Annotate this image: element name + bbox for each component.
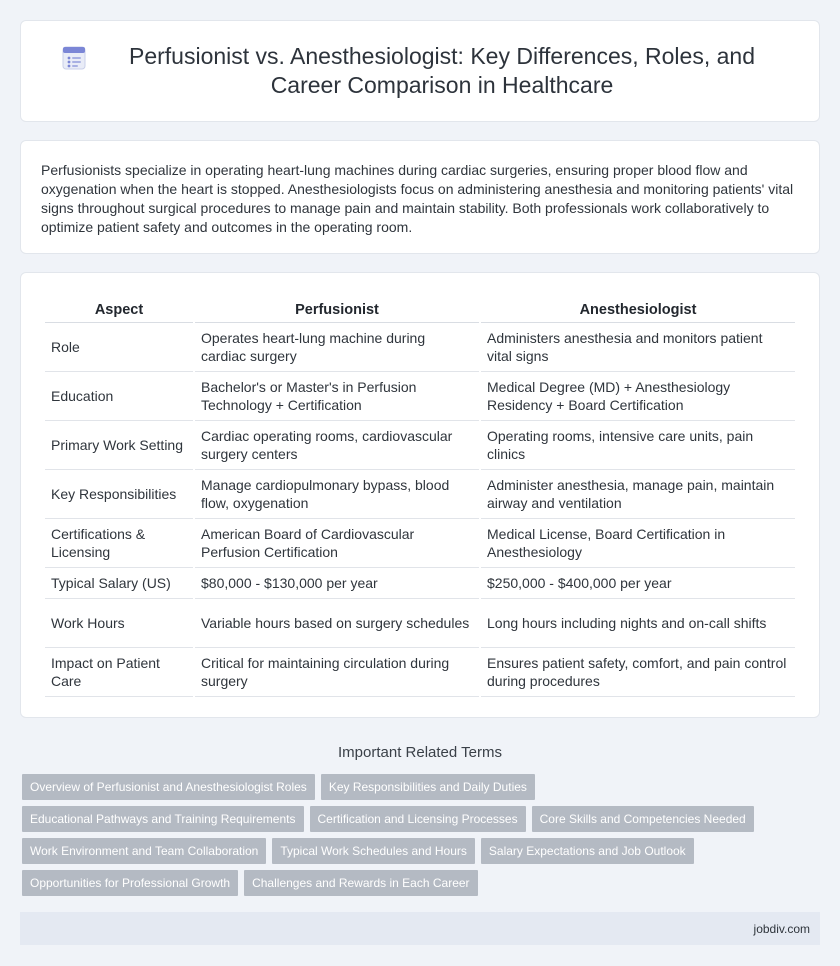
row-perfusionist: Cardiac operating rooms, cardiovascular surgery centers: [195, 421, 479, 470]
row-anesthesiologist: Ensures patient safety, comfort, and pain control during procedures: [481, 648, 795, 697]
row-anesthesiologist: Operating rooms, intensive care units, pain clinics: [481, 421, 795, 470]
column-header-aspect: Aspect: [45, 289, 193, 323]
row-aspect: Work Hours: [45, 599, 193, 648]
document-list-icon: [61, 45, 87, 71]
row-anesthesiologist: Medical License, Board Certification in Anesthesiology: [481, 519, 795, 568]
row-aspect: Impact on Patient Care: [45, 648, 193, 697]
table-row: [45, 323, 795, 372]
table-row: [45, 599, 795, 648]
row-anesthesiologist: Administers anesthesia and monitors patient vital signs: [481, 323, 795, 372]
row-perfusionist: Manage cardiopulmonary bypass, blood flow, oxygenation: [195, 470, 479, 519]
row-perfusionist: Variable hours based on surgery schedules: [195, 599, 479, 648]
table-row: [45, 519, 795, 568]
row-aspect: Certifications & Licensing: [45, 519, 193, 568]
comparison-table: [43, 289, 797, 697]
row-anesthesiologist: Medical Degree (MD) + Anesthesiology Residency + Board Certification: [481, 372, 795, 421]
title-wrap: [61, 42, 779, 100]
table-header-row: [45, 289, 795, 323]
row-perfusionist: American Board of Cardiovascular Perfusion Certification: [195, 519, 479, 568]
related-term-tag[interactable]: Opportunities for Professional Growth: [22, 870, 238, 896]
row-aspect: Education: [45, 372, 193, 421]
table-row: [45, 372, 795, 421]
row-perfusionist: $80,000 - $130,000 per year: [195, 568, 479, 599]
header-card: [20, 20, 820, 122]
related-term-tag[interactable]: Salary Expectations and Job Outlook: [481, 838, 694, 864]
related-terms-list: [22, 774, 818, 902]
row-aspect: Key Responsibilities: [45, 470, 193, 519]
related-term-tag[interactable]: Educational Pathways and Training Requirements: [22, 806, 304, 832]
related-term-tag[interactable]: Work Environment and Team Collaboration: [22, 838, 266, 864]
row-aspect: Role: [45, 323, 193, 372]
related-term-tag[interactable]: Core Skills and Competencies Needed: [532, 806, 754, 832]
row-perfusionist: Operates heart-lung machine during cardiac surgery: [195, 323, 479, 372]
related-terms-heading: Important Related Terms: [338, 744, 502, 761]
related-term-tag[interactable]: Challenges and Rewards in Each Career: [244, 870, 477, 896]
row-perfusionist: Critical for maintaining circulation during surgery: [195, 648, 479, 697]
column-header-perfusionist: Perfusionist: [195, 289, 479, 323]
table-row: [45, 421, 795, 470]
column-header-anesthesiologist: Anesthesiologist: [481, 289, 795, 323]
related-term-tag[interactable]: Overview of Perfusionist and Anesthesiologist Roles: [22, 774, 315, 800]
related-term-tag[interactable]: Certification and Licensing Processes: [310, 806, 526, 832]
related-term-tag[interactable]: Typical Work Schedules and Hours: [272, 838, 475, 864]
footer-bar: [20, 912, 820, 945]
row-aspect: Typical Salary (US): [45, 568, 193, 599]
comparison-table-card: [20, 272, 820, 718]
related-term-tag[interactable]: Key Responsibilities and Daily Duties: [321, 774, 535, 800]
page-title: Perfusionist vs. Anesthesiologist: Key Differences, Roles, and Career Comparison in Healthcare: [128, 43, 755, 98]
row-perfusionist: Bachelor's or Master's in Perfusion Technology + Certification: [195, 372, 479, 421]
row-anesthesiologist: $250,000 - $400,000 per year: [481, 568, 795, 599]
row-anesthesiologist: Long hours including nights and on-call shifts: [481, 599, 795, 648]
table-row: [45, 648, 795, 697]
footer-site-link[interactable]: jobdiv.com: [753, 921, 810, 936]
intro-paragraph: Perfusionists specialize in operating heart-lung machines during cardiac surgeries, ensuring proper blood flow and oxygenation when the heart is stopped. Anesthesiologists focus on administering anesthesia and monitoring patients' vital signs throughout surgical procedures to manage pain and maintain stability. Both professionals work collaboratively to optimize patient safety and outcomes in the operating room.: [41, 162, 794, 235]
row-anesthesiologist: Administer anesthesia, manage pain, maintain airway and ventilation: [481, 470, 795, 519]
row-aspect: Primary Work Setting: [45, 421, 193, 470]
table-row: [45, 568, 795, 599]
table-row: [45, 470, 795, 519]
intro-card: [20, 140, 820, 254]
